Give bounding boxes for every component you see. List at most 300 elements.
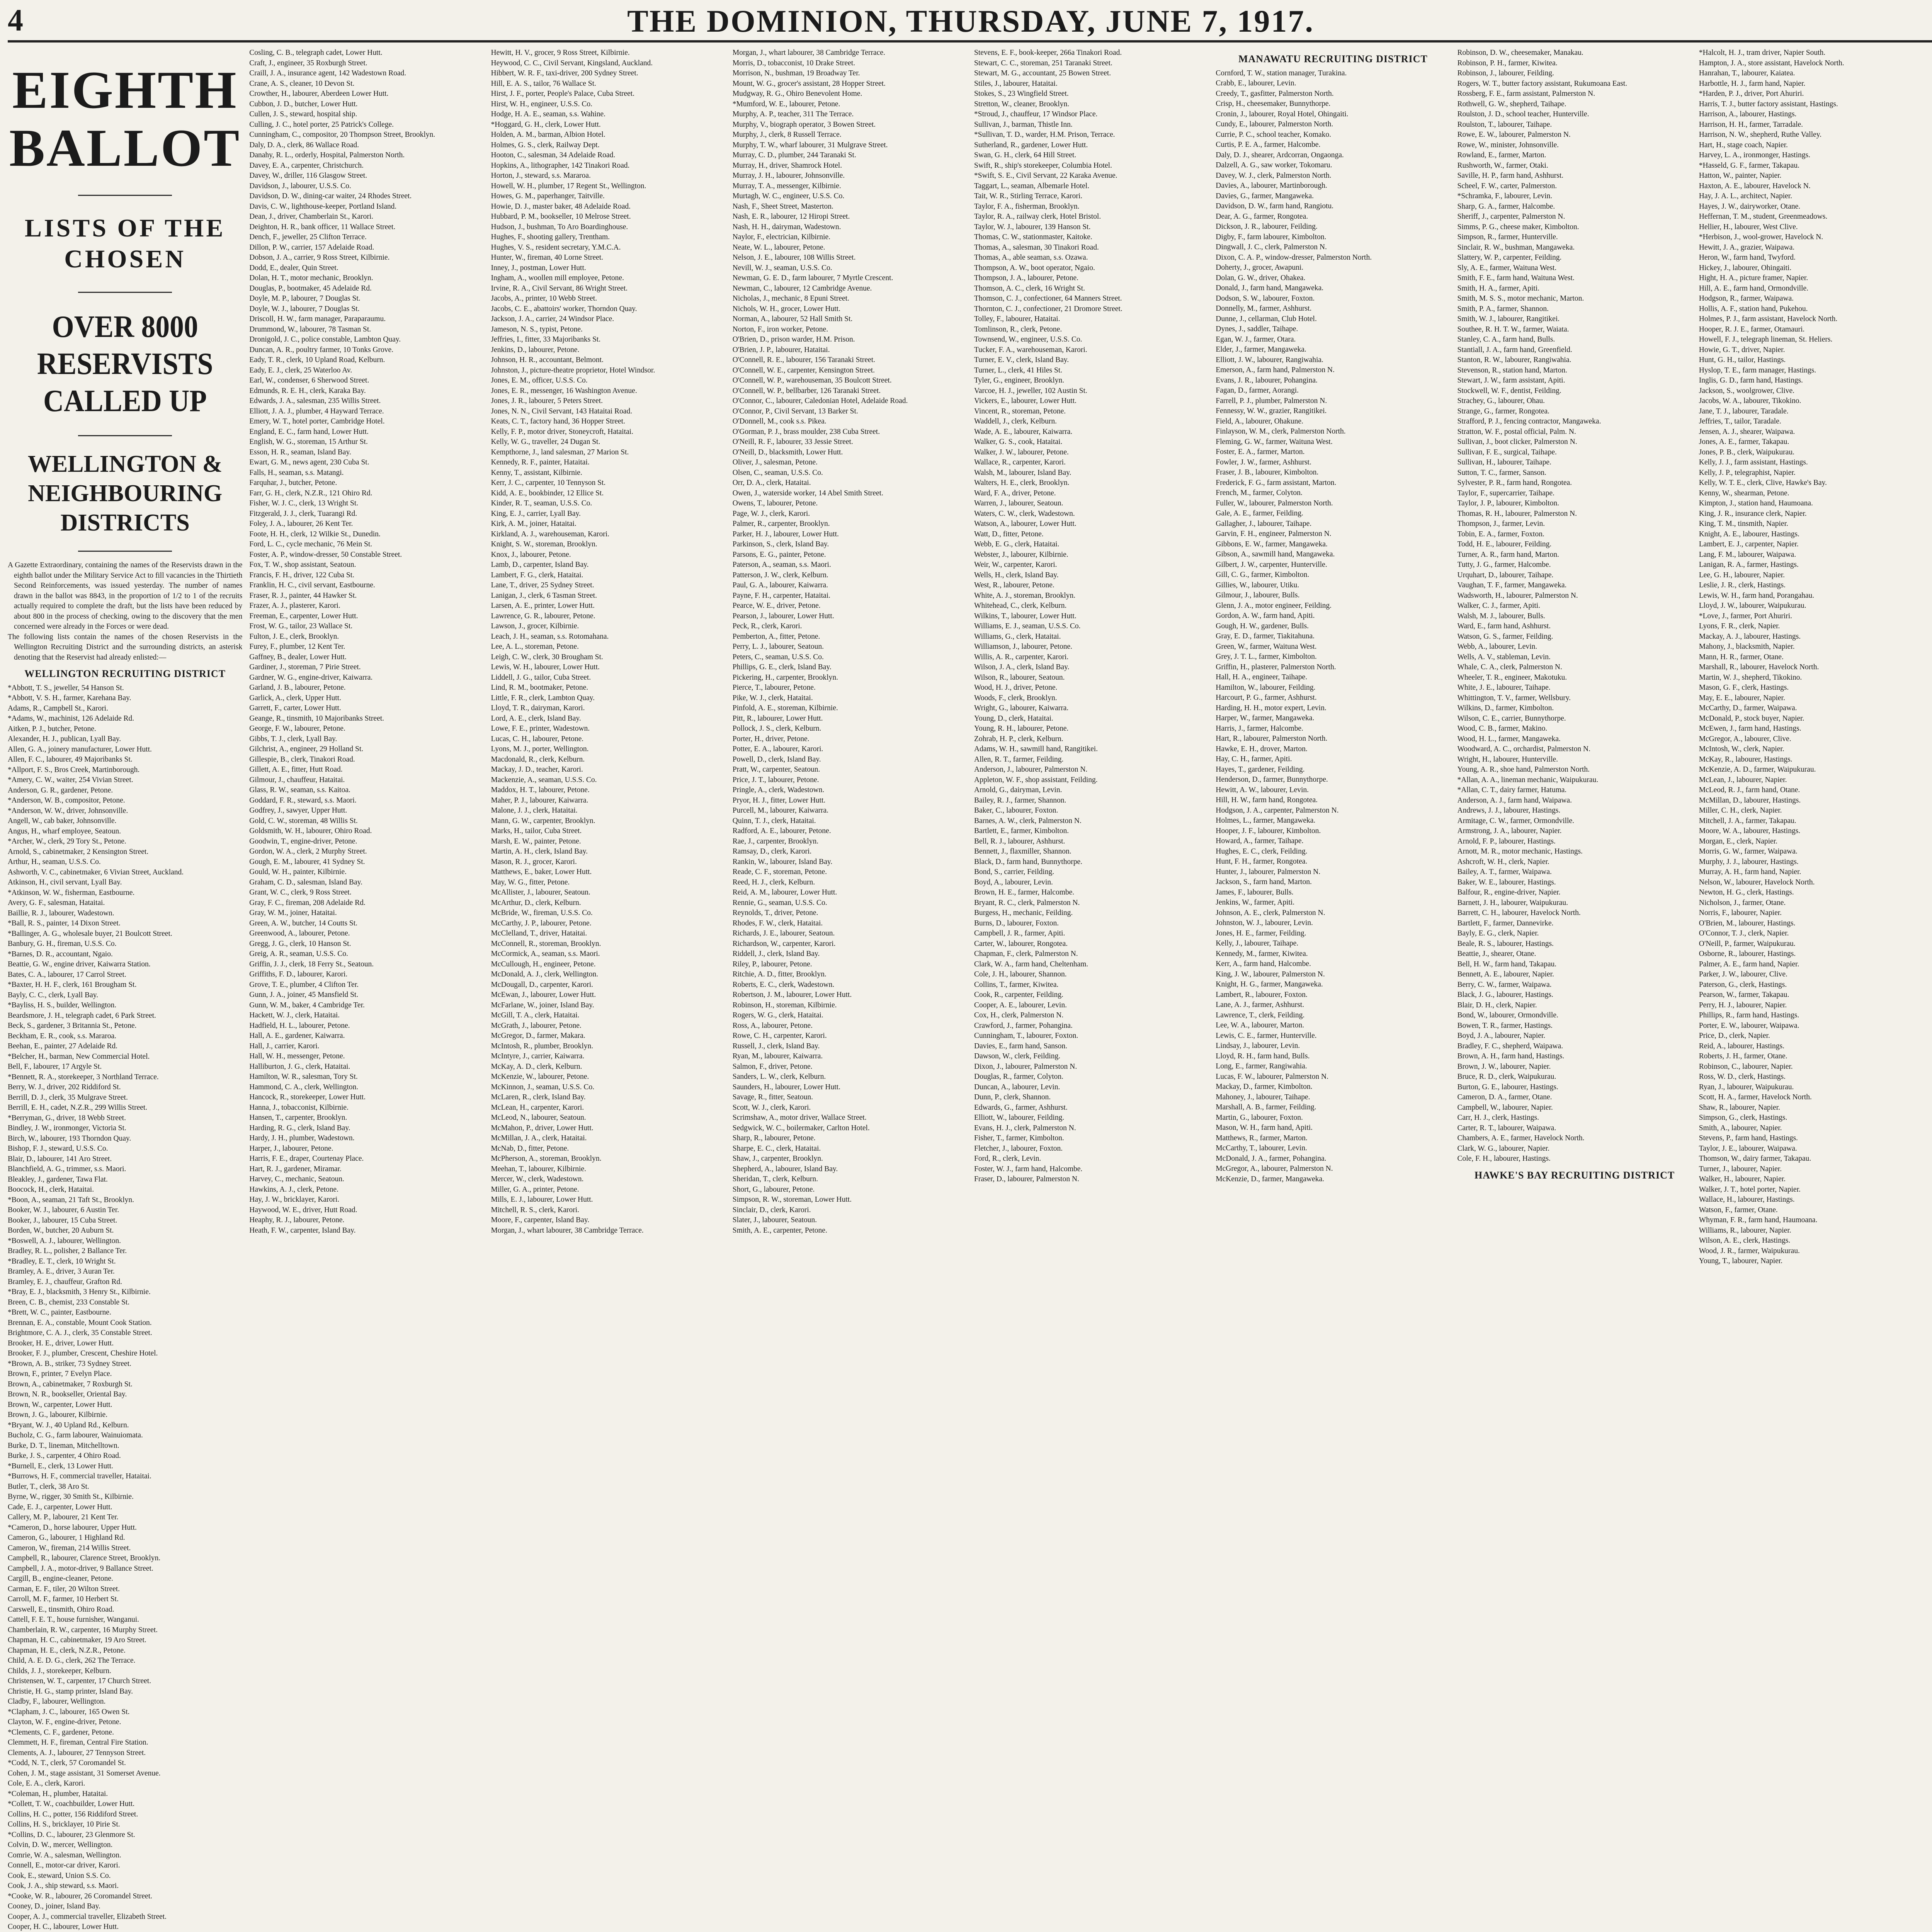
reservist-entry: Lloyd, R. H., farm hand, Bulls.	[1216, 1052, 1310, 1060]
reservist-entry: Gardner, W. G., engine-driver, Kaiwarra.	[249, 673, 373, 682]
reservist-entry: Cullen, J. S., steward, hospital ship.	[249, 110, 357, 118]
reservist-entry: Balfour, R., engine-driver, Napier.	[1457, 888, 1561, 896]
reservist-entry: *Anderson, W. B., compositor, Petone.	[8, 796, 125, 804]
reservist-entry: Murphy, J. J., labourer, Hastings.	[1699, 857, 1799, 866]
reservist-entry: Anderson, J., labourer, Palmerston N.	[974, 765, 1088, 774]
reservist-entry: Shaw, R., labourer, Napier.	[1699, 1103, 1780, 1112]
reservist-entry: *Hasseld, G. F., farmer, Takapau.	[1699, 161, 1799, 170]
reservist-entry: Grove, T. E., plumber, 4 Clifton Ter.	[249, 980, 359, 989]
reservist-entry: Chapman, H. C., cabinetmaker, 19 Aro Street.	[8, 1636, 146, 1644]
reservist-entry: Angus, H., wharf employee, Seatoun.	[8, 827, 121, 835]
reservist-entry: Lowe, F. E., printer, Wadestown.	[491, 724, 590, 733]
reservist-entry: O'Donnell, M., cook s.s. Pikea.	[732, 417, 827, 425]
reservist-entry: Waters, C. W., clerk, Wadestown.	[974, 509, 1075, 518]
reservist-entry: Radford, A. E., labourer, Petone.	[732, 827, 831, 835]
reservist-entry: Christie, H. G., stamp printer, Island Bay.	[8, 1687, 133, 1696]
reservist-entry: Kinder, R. T., seaman, U.S.S. Co.	[491, 499, 592, 507]
reservist-entry: Webb, E. G., clerk, Hataitai.	[974, 540, 1060, 548]
reservist-entry: Butler, T., clerk, 38 Aro St.	[8, 1482, 89, 1491]
column-7	[1458, 48, 1692, 1932]
reservist-entry: Childs, J. J., storekeeper, Kelburn.	[8, 1667, 111, 1675]
reservist-entry: Bradley, F. C., shepherd, Waipawa.	[1457, 1042, 1563, 1050]
reservist-entry: Robinson, C., labourer, Napier.	[1699, 1062, 1793, 1071]
reservist-entry: Cornford, T. W., station manager, Turakina.	[1216, 69, 1347, 77]
reservist-entry: Barnes, A. W., clerk, Palmerston N.	[974, 816, 1082, 825]
reservist-entry: Thornton, C. J., confectioner, 21 Dromore Street.	[974, 304, 1122, 313]
reservist-entry: McLean, J., labourer, Napier.	[1699, 776, 1787, 784]
reservist-entry: Haxton, A. E., labourer, Havelock N.	[1699, 182, 1811, 190]
reservist-entry: Purcell, M., labourer, Kaiwarra.	[732, 806, 829, 815]
reservist-entry: Miller, G. A., printer, Petone.	[491, 1185, 579, 1194]
reservist-entry: Smith, M. S. S., motor mechanic, Marton.	[1457, 294, 1584, 303]
reservist-entry: Crane, A. S., cleaner, 10 Devon St.	[249, 79, 355, 88]
reservist-entry: Jones, E. M., officer, U.S.S. Co.	[491, 376, 588, 384]
reservist-entry: Wood, C. B., farmer, Makino.	[1457, 724, 1548, 733]
reservist-entry: Potter, E. A., labourer, Karori.	[732, 745, 823, 753]
reservist-entry: Wheeler, T. R., engineer, Makotuku.	[1457, 673, 1567, 682]
reservist-entry: Inney, J., postman, Lower Hutt.	[491, 264, 586, 272]
reservist-entry: Thomson, W., dairy farmer, Takapau.	[1699, 1155, 1811, 1163]
reservist-entry: George, F. W., labourer, Petone.	[249, 724, 345, 733]
reservist-entry: Arnold, S., cabinetmaker, 2 Kensington Street.	[8, 847, 149, 856]
reservist-entry: Carman, E. F., tiler, 20 Wilton Street.	[8, 1585, 120, 1593]
reservist-entry: Ritchie, A. D., fitter, Brooklyn.	[732, 970, 827, 978]
divider	[78, 292, 172, 293]
reservist-entry: Driscoll, H. W., farm manager, Paraparaumu.	[249, 315, 386, 323]
reservist-entry: Reid, A. M., labourer, Lower Hutt.	[732, 888, 837, 896]
reservist-entry: Fraser, R. J., painter, 44 Hawker St.	[249, 591, 357, 600]
reservist-entry: Barnett, J. H., labourer, Waipukurau.	[1457, 898, 1568, 907]
reservist-entry: Campbell, J. A., motor-driver, 9 Ballance Street.	[8, 1564, 153, 1573]
reservist-entry: Cole, E. A., clerk, Karori.	[8, 1779, 85, 1787]
reservist-entry: *Belcher, H., barman, New Commercial Hotel.	[8, 1052, 150, 1061]
reservist-entry: Lambert, E. J., carpenter, Napier.	[1699, 540, 1799, 548]
reservist-entry: Henderson, D., farmer, Bunnythorpe.	[1216, 776, 1328, 784]
reservist-entry: Mahony, J., blacksmith, Napier.	[1699, 643, 1795, 651]
reservist-entry: Howes, G. M., paperhanger, Taitville.	[491, 192, 605, 200]
reservist-entry: Creedy, T., gasfitter, Palmerston North.	[1216, 89, 1334, 98]
reservist-entry: Clements, A. J., labourer, 27 Tennyson Street.	[8, 1748, 146, 1757]
name-list	[733, 48, 967, 1236]
reservist-entry: Bennett, A. E., labourer, Napier.	[1457, 970, 1554, 978]
reservist-entry: Lamb, D., carpenter, Island Bay.	[491, 561, 589, 569]
reservist-entry: Berry, W. J., driver, 202 Riddiford St.	[8, 1083, 121, 1091]
reservist-entry: Morgan, J., whart labourer, 38 Cambridge Terrace.	[732, 49, 885, 57]
reservist-entry: Morrison, N., bushman, 19 Broadway Ter.	[732, 69, 860, 77]
reservist-entry: Robertson, J. M., labourer, Lower Hutt.	[732, 991, 852, 999]
reservist-entry: *Bayliss, H. S., builder, Wellington.	[8, 1001, 117, 1009]
reservist-entry: Morgan, J., whart labourer, 38 Cambridge Terrace.	[491, 1226, 644, 1235]
reservist-entry: Donnelly, M., farmer, Ashhurst.	[1216, 304, 1312, 313]
reservist-entry: Cladby, F., labourer, Wellington.	[8, 1697, 106, 1706]
reservist-entry: Haywood, W. E., driver, Hutt Road.	[249, 1206, 357, 1214]
reservist-entry: Boyd, J. A., labourer, Napier.	[1457, 1032, 1546, 1040]
reservist-entry: McIntosh, W., clerk, Napier.	[1699, 745, 1784, 753]
reservist-entry: Ford, L. C., cycle mechanic, 76 Mein St.	[249, 540, 372, 548]
reservist-entry: Nelson, W., labourer, Havelock North.	[1699, 878, 1815, 886]
reservist-entry: Adams, W. H., sawmill hand, Rangitikei.	[974, 745, 1098, 753]
reservist-entry: Harris, T. J., butter factory assistant, Hastings.	[1699, 100, 1838, 108]
reservist-entry: Macdonald, R., clerk, Kelburn.	[491, 755, 585, 764]
reservist-entry: Rankin, W., labourer, Island Bay.	[732, 857, 833, 866]
reservist-entry: Kelly, W. G., traveller, 24 Dugan St.	[491, 438, 600, 446]
reservist-entry: Hadfield, H. L., labourer, Petone.	[249, 1021, 350, 1030]
reservist-entry: McClelland, T., driver, Hataitai.	[491, 929, 587, 937]
reservist-entry: Norton, F., iron worker, Petone.	[732, 325, 828, 333]
reservist-entry: Lucas, C. H., labourer, Petone.	[491, 735, 584, 743]
reservist-entry: Mackay, A. J., labourer, Hastings.	[1699, 632, 1801, 641]
district-heading-hawkes-bay: HAWKE'S BAY RECRUITING DISTRICT	[1475, 1169, 1675, 1181]
reservist-entry: Collins, H. C., potter, 156 Riddiford Street.	[8, 1810, 138, 1818]
reservist-entry: Gibson, A., sawmill hand, Mangaweka.	[1216, 550, 1335, 558]
reservist-entry: Carter, R. T., labourer, Waipawa.	[1457, 1124, 1556, 1132]
reservist-entry: Cooper, H. C., labourer, Lower Hutt.	[8, 1923, 119, 1931]
reservist-entry: Gilchrist, A., engineer, 29 Holland St.	[249, 745, 364, 753]
reservist-entry: Riley, P., labourer, Petone.	[732, 960, 812, 968]
reservist-entry: Thomas, R. H., labourer, Palmerston N.	[1457, 509, 1577, 518]
reservist-entry: Whittington, T. V., farmer, Wellsbury.	[1457, 694, 1571, 702]
reservist-entry: Sanders, L. W., clerk, Kelburn.	[732, 1073, 826, 1081]
reservist-entry: Frederick, F. G., farm assistant, Marton.	[1216, 478, 1337, 487]
reservist-entry: Lee, G. H., labourer, Napier.	[1699, 571, 1785, 579]
reservist-entry: Appleton, W. F., shop assistant, Feilding.	[974, 776, 1098, 784]
reservist-entry: Brown, J. W., labourer, Napier.	[1457, 1062, 1551, 1071]
reservist-entry: Chapman, H. E., clerk, N.Z.R., Petone.	[8, 1646, 126, 1655]
reservist-entry: Irvine, R. A., Civil Servant, 86 Wright Street.	[491, 284, 628, 293]
reservist-entry: Hay, C. H., farmer, Apiti.	[1216, 755, 1292, 763]
reservist-entry: O'Brien, M., labourer, Hastings.	[1699, 919, 1796, 927]
district-heading-wellington: WELLINGTON RECRUITING DISTRICT	[24, 668, 226, 679]
reservist-entry: Stantiall, J. A., farm hand, Greenfield.	[1457, 345, 1572, 354]
reservist-entry: McFarlane, W., joiner, Island Bay.	[491, 1001, 594, 1009]
reservist-entry: Chapman, F., clerk, Palmerston N.	[974, 950, 1078, 958]
reservist-entry: Nelson, J. E., labourer, 108 Willis Street.	[732, 253, 856, 262]
reservist-entry: Smith, A., labourer, Napier.	[1699, 1124, 1782, 1132]
reservist-entry: Hatton, W., painter, Napier.	[1699, 172, 1782, 180]
reservist-entry: Cosling, C. B., telegraph cadet, Lower Hutt.	[249, 49, 383, 57]
column-1	[8, 48, 242, 1932]
reservist-entry: Stanton, R. W., labourer, Rangiwahia.	[1457, 356, 1571, 364]
reservist-entry: McKay, R., labourer, Hastings.	[1699, 755, 1793, 764]
reservist-entry: Boyd, A., labourer, Levin.	[974, 878, 1053, 886]
reservist-entry: Russell, J., clerk, Island Bay.	[732, 1042, 820, 1050]
reservist-entry: Pollock, J. S., clerk, Kelburn.	[732, 724, 821, 733]
reservist-entry: Cox, H., clerk, Palmerston N.	[974, 1011, 1064, 1019]
reservist-entry: Tobin, E. A., farmer, Foxton.	[1457, 530, 1544, 538]
reservist-entry: Newman, C., labourer, 12 Cambridge Avenue.	[732, 284, 872, 293]
reservist-entry: Fagan, D., farmer, Aorangi.	[1216, 386, 1299, 395]
reservist-entry: Franklin, H. C., civil servant, Eastbourne.	[249, 581, 375, 589]
reservist-entry: Jeffries, I., fitter, 33 Majoribanks St.	[491, 335, 601, 344]
reservist-entry: *Sullivan, T. D., warder, H.M. Prison, Terrace.	[974, 131, 1115, 139]
reservist-entry: Stretton, W., cleaner, Brooklyn.	[974, 100, 1070, 108]
reservist-entry: Jackson, J. A., carrier, 24 Windsor Place.	[491, 315, 614, 323]
reservist-entry: Finlayson, W. M., clerk, Palmerston North.	[1216, 427, 1346, 435]
reservist-entry: Leigh, C. W., clerk, 30 Brougham St.	[491, 653, 603, 661]
reservist-entry: Hansen, T., carpenter, Brooklyn.	[249, 1114, 347, 1122]
reservist-entry: Wilson, R., labourer, Seatoun.	[974, 673, 1065, 682]
reservist-entry: Nash, H. H., dairyman, Wadestown.	[732, 223, 841, 231]
reservist-entry: Kelly, J., labourer, Taihape.	[1216, 939, 1299, 947]
reservist-entry: Kennedy, R. F., painter, Hataitai.	[491, 458, 590, 466]
reservist-entry: McGregor, D., farmer, Makara.	[491, 1032, 585, 1040]
reservist-entry: Cameron, D. A., farmer, Otane.	[1457, 1093, 1552, 1101]
reservist-entry: Sutton, T. C., farmer, Sanson.	[1457, 468, 1546, 477]
reservist-entry: Burns, D., labourer, Foxton.	[974, 919, 1059, 927]
reservist-entry: Price, D., clerk, Napier.	[1699, 1032, 1770, 1040]
reservist-entry: Baker, W. E., labourer, Hastings.	[1457, 878, 1556, 886]
reservist-entry: Hampton, J. A., store assistant, Havelock North.	[1699, 59, 1844, 67]
reservist-entry: Digby, F., farm labourer, Kimbolton.	[1216, 233, 1327, 241]
reservist-entry: Davey, W., driller, 116 Glasgow Street.	[249, 172, 367, 180]
reservist-entry: Eady, T. R., clerk, 10 Upland Road, Kelburn.	[249, 356, 385, 364]
reservist-entry: Arnold, G., dairyman, Levin.	[974, 786, 1062, 794]
reservist-entry: Blanchfield, A. G., trimmer, s.s. Maori.	[8, 1165, 126, 1173]
reservist-entry: Brown, F., printer, 7 Evelyn Place.	[8, 1370, 112, 1378]
reservist-entry: Watt, D., fitter, Petone.	[974, 530, 1044, 538]
reservist-entry: Swift, R., ship's storekeeper, Columbia Hotel.	[974, 161, 1112, 170]
reservist-entry: Nash, E. R., labourer, 12 Hiropi Street.	[732, 213, 850, 221]
reservist-entry: O'Connor, T. J., clerk, Napier.	[1699, 929, 1789, 937]
reservist-entry: Stevens, E. F., book-keeper, 266a Tinakori Road.	[974, 49, 1122, 57]
reservist-entry: Griffiths, F. D., labourer, Karori.	[249, 970, 348, 978]
reservist-entry: Dingwall, J. C., clerk, Palmerston N.	[1216, 243, 1327, 251]
reservist-entry: McDonald, J. A., farmer, Pohangina.	[1216, 1154, 1327, 1163]
reservist-entry: Sharp, R., labourer, Petone.	[732, 1134, 816, 1142]
reservist-entry: Cook, E., steward, Union S.S. Co.	[8, 1871, 111, 1880]
reservist-entry: *Swift, S. E., Civil Servant, 22 Karaka Avenue.	[974, 172, 1117, 180]
reservist-entry: Banbury, G. H., fireman, U.S.S. Co.	[8, 940, 117, 948]
reservist-entry: Francis, F. H., driver, 122 Cuba St.	[249, 571, 354, 579]
reservist-entry: Gray, E. D., farmer, Tiakitahuna.	[1216, 632, 1315, 640]
reservist-entry: Atkinson, H., civil servant, Lyall Bay.	[8, 878, 122, 886]
reservist-entry: Cole, F. H., labourer, Hastings.	[1457, 1155, 1551, 1163]
reservist-entry: Lawson, J., grocer, Kilbirnie.	[491, 622, 579, 630]
reservist-entry: Sly, A. E., farmer, Waituna West.	[1457, 264, 1557, 272]
reservist-entry: Farrell, P. J., plumber, Palmerston N.	[1216, 396, 1327, 405]
reservist-entry: O'Connor, P., Civil Servant, 13 Barker St.	[732, 407, 858, 415]
reservist-entry: Brown, N. R., bookseller, Oriental Bay.	[8, 1390, 127, 1398]
reservist-entry: Walsh, M., labourer, Island Bay.	[974, 468, 1071, 477]
reservist-entry: Chamberlain, R. W., carpenter, 16 Murphy Street.	[8, 1626, 158, 1634]
reservist-entry: Gough, H. W., gardener, Bulls.	[1216, 622, 1309, 630]
reservist-entry: Esson, H. R., seaman, Island Bay.	[249, 448, 351, 456]
reservist-entry: Hellier, H., labourer, West Clive.	[1699, 223, 1798, 231]
reservist-entry: Long, E., farmer, Rangiwahia.	[1216, 1062, 1307, 1070]
reservist-entry: Baillie, R. J., labourer, Wadestown.	[8, 909, 114, 917]
reservist-entry: Swan, G. H., clerk, 64 Hill Street.	[974, 151, 1077, 159]
reservist-entry: Young, D., clerk, Hataitai.	[974, 714, 1053, 723]
reservist-entry: Lambert, R., labourer, Foxton.	[1216, 990, 1308, 999]
reservist-entry: McMahon, P., driver, Lower Hutt.	[491, 1124, 594, 1132]
reservist-entry: Connell, E., motor-car driver, Karori.	[8, 1861, 120, 1869]
reservist-entry: Shepherd, A., labourer, Island Bay.	[732, 1165, 838, 1173]
reservist-entry: Cargill, B., engine-cleaner, Petone.	[8, 1575, 113, 1583]
reservist-entry: McAllister, J., labourer, Seatoun.	[491, 888, 590, 896]
reservist-entry: Hall, J., carrier, Karori.	[249, 1042, 320, 1050]
reservist-entry: Stanley, C. A., farm hand, Bulls.	[1457, 335, 1555, 344]
reservist-entry: Davidson, D. W., farm hand, Rangiotu.	[1216, 202, 1334, 210]
reservist-entry: Jeffries, T., tailor, Taradale.	[1699, 417, 1781, 425]
reservist-entry: Mackay, J. D., teacher, Karori.	[491, 765, 583, 774]
reservist-entry: Hodgson, J. A., carpenter, Palmerston N.	[1216, 806, 1339, 815]
reservist-entry: Beale, R. S., labourer, Hastings.	[1457, 939, 1554, 948]
reservist-entry: Rushworth, W., farmer, Otaki.	[1457, 161, 1548, 170]
reservist-entry: McCarthy, D., farmer, Waipawa.	[1699, 704, 1797, 712]
reservist-entry: Hibbert, W. R. F., taxi-driver, 200 Sydney Street.	[491, 69, 638, 77]
reservist-entry: *Cameron, D., horse labourer, Upper Hutt.	[8, 1523, 137, 1532]
name-list	[249, 48, 484, 1236]
reservist-entry: Howell, W. H., plumber, 17 Regent St., Wellington.	[491, 182, 646, 190]
reservist-entry: Kelly, J. P., telegraphist, Napier.	[1699, 468, 1796, 477]
column-2	[249, 48, 484, 1932]
reservist-entry: Lanigan, J., clerk, 6 Tasman Street.	[491, 591, 597, 600]
reservist-entry: Harrison, N. W., shepherd, Ruthe Valley.	[1699, 131, 1822, 139]
reservist-entry: Anderson, A. J., farm hand, Waipawa.	[1457, 796, 1572, 804]
reservist-entry: Walker, J. T., hotel porter, Napier.	[1699, 1185, 1801, 1194]
reservist-entry: Maddox, H. T., labourer, Petone.	[491, 786, 590, 794]
reservist-entry: Emery, W. T., hotel porter, Cambridge Hotel.	[249, 417, 385, 425]
name-list	[491, 48, 726, 1236]
reservist-entry: Owen, J., waterside worker, 14 Abel Smith Street.	[732, 489, 883, 497]
reservist-entry: Gunn, W. M., baker, 4 Cambridge Ter.	[249, 1001, 365, 1009]
reservist-entry: Ewart, G. M., news agent, 230 Cuba St.	[249, 458, 369, 466]
reservist-entry: Hyslop, T. E., farm manager, Hastings.	[1699, 366, 1816, 374]
reservist-entry: Black, J. G., labourer, Hastings.	[1457, 991, 1553, 999]
reservist-entry: Scott, H. A., farmer, Havelock North.	[1699, 1093, 1812, 1101]
reservist-entry: *Barnes, D. R., accountant, Ngaio.	[8, 950, 113, 958]
reservist-entry: Lee, W. A., labourer, Marton.	[1216, 1021, 1304, 1029]
reservist-entry: Murray, A. H., farm hand, Napier.	[1699, 868, 1801, 876]
reservist-entry: McKenzie, A. D., farmer, Waipukurau.	[1699, 765, 1816, 774]
reservist-entry: Fowler, J. W., farmer, Ashhurst.	[1216, 458, 1311, 466]
reservist-entry: Page, W. J., clerk, Karori.	[732, 509, 810, 518]
reservist-entry: Varcoe, H. J., jeweller, 102 Austin St.	[974, 386, 1087, 395]
reservist-entry: Strafford, P. J., fencing contractor, Mangaweka.	[1457, 417, 1601, 425]
reservist-entry: Fitzgerald, J. J., clerk, Tuarangi Rd.	[249, 509, 357, 518]
reservist-entry: Woodward, A. C., orchardist, Palmerston N.	[1457, 745, 1591, 753]
reservist-entry: Robinson, H., storeman, Kilbirnie.	[732, 1001, 837, 1009]
reservist-entry: Gillespie, B., clerk, Tinakori Road.	[249, 755, 355, 764]
reservist-entry: McGill, T. A., clerk, Hataitai.	[491, 1011, 580, 1019]
reservist-entry: Glenn, J. A., motor engineer, Feilding.	[1216, 601, 1332, 610]
reservist-entry: West, R., labourer, Petone.	[974, 581, 1054, 589]
reservist-entry: Donald, J., farm hand, Mangaweka.	[1216, 284, 1324, 292]
reservist-entry: Gray, W. M., joiner, Hataitai.	[249, 909, 337, 917]
reservist-entry: Wells, A. V., stableman, Levin.	[1457, 653, 1551, 661]
reservist-entry: Warren, J., labourer, Seatoun.	[974, 499, 1063, 507]
reservist-entry: Davies, G., farmer, Mangaweka.	[1216, 192, 1314, 200]
headline-reservists: OVER 8000 RESERVISTS CALLED UP	[37, 310, 213, 418]
reservist-entry: Walker, C. J., farmer, Apiti.	[1457, 602, 1541, 610]
reservist-entry: McArthur, D., clerk, Kelburn.	[491, 898, 581, 907]
reservist-entry: Murray, H., driver, Shamrock Hotel.	[732, 161, 842, 170]
reservist-entry: Saville, H. P., farm hand, Ashhurst.	[1457, 172, 1564, 180]
reservist-entry: *Amery, C. W., waiter, 254 Vivian Street.	[8, 776, 133, 784]
reservist-entry: Whitehead, C., clerk, Kelburn.	[974, 602, 1067, 610]
reservist-entry: *Berryman, G., driver, 18 Webb Street.	[8, 1114, 126, 1122]
reservist-entry: Deighton, H. R., bank officer, 11 Wallace Street.	[249, 223, 396, 231]
reservist-entry: Earl, W., condenser, 6 Sherwood Street.	[249, 376, 369, 384]
reservist-entry: Ford, R., clerk, Levin.	[974, 1155, 1041, 1163]
reservist-entry: Clemmett, H. F., fireman, Central Fire Station.	[8, 1738, 148, 1747]
reservist-entry: Cooney, D., joiner, Island Bay.	[8, 1902, 100, 1910]
reservist-entry: Fraser, J. B., labourer, Kimbolton.	[1216, 468, 1319, 476]
reservist-entry: Rennie, G., seaman, U.S.S. Co.	[732, 898, 827, 907]
reservist-entry: Booker, J., labourer, 15 Cuba Street.	[8, 1216, 117, 1225]
reservist-entry: Pearson, W., farmer, Takapau.	[1699, 991, 1789, 999]
reservist-entry: Clark, W. A., farm hand, Cheltenham.	[974, 960, 1088, 968]
reservist-entry: Craft, J., engineer, 35 Roxburgh Street.	[249, 59, 367, 67]
headline-lists-chosen: LISTS OF THE CHOSEN	[24, 214, 226, 273]
reservist-entry: Davies, A., labourer, Martinborough.	[1216, 182, 1327, 190]
reservist-entry: Ashworth, V. C., cabinetmaker, 6 Vivian Street, Auckland.	[8, 868, 184, 876]
reservist-entry: *Hoggard, G. H., clerk, Lower Hutt.	[491, 120, 601, 129]
reservist-entry: Rogers, W. T., butter factory assistant, Rukumoana East.	[1457, 79, 1628, 88]
reservist-entry: Gordon, W. A., clerk, 2 Murphy Street.	[249, 847, 367, 855]
reservist-entry: Horton, J., steward, s.s. Mararoa.	[491, 172, 591, 180]
reservist-entry: *Atkinson, W. W., fisherman, Eastbourne.	[8, 888, 135, 897]
reservist-entry: Daly, D. J., shearer, Ardcorran, Ongaonga.	[1216, 151, 1344, 159]
reservist-entry: Burke, J. S., carpenter, 4 Ohiro Road.	[8, 1452, 121, 1460]
reservist-entry: Harbottle, H. J., farm hand, Napier.	[1699, 79, 1806, 88]
reservist-entry: Murphy, V., biograph operator, 3 Bowen Street.	[732, 120, 876, 129]
reservist-entry: Arthur, H., seaman, U.S.S. Co.	[8, 858, 101, 866]
reservist-entry: Emerson, A., farm hand, Palmerston N.	[1216, 366, 1335, 374]
reservist-entry: Rowe, E. W., labourer, Palmerston N.	[1457, 131, 1571, 139]
reservist-entry: Harding, R. G., clerk, Island Bay.	[249, 1124, 350, 1132]
reservist-entry: Strange, G., farmer, Rongotea.	[1457, 407, 1550, 415]
reservist-entry: Shaw, J., carpenter, Brooklyn.	[732, 1155, 823, 1163]
reservist-entry: Porter, E. W., labourer, Waipawa.	[1699, 1021, 1799, 1030]
reservist-entry: *Stroud, J., chauffeur, 17 Windsor Place.	[974, 110, 1098, 118]
reservist-entry: Farquhar, J., butcher, Petone.	[249, 479, 337, 487]
reservist-entry: Matthews, E., baker, Lower Hutt.	[491, 868, 592, 876]
reservist-entry: Chambers, A. E., farmer, Havelock North.	[1457, 1134, 1585, 1142]
reservist-entry: Pinfold, A. E., storeman, Kilbirnie.	[732, 704, 838, 712]
reservist-entry: Dronigold, J. C., police constable, Lambton Quay.	[249, 335, 401, 344]
reservist-entry: Marsh, E. W., painter, Petone.	[491, 837, 581, 845]
reservist-entry: Cameron, W., fireman, 214 Willis Street.	[8, 1544, 131, 1552]
reservist-entry: Johnson, A. E., clerk, Palmerston N.	[1216, 908, 1325, 917]
reservist-entry: Dean, J., driver, Chamberlain St., Karori.	[249, 213, 374, 221]
reservist-entry: Ryan, J., labourer, Waipukurau.	[1699, 1083, 1794, 1091]
reservist-entry: Mahoney, J., labourer, Taihape.	[1216, 1093, 1310, 1101]
reservist-entry: Scott, W. J., clerk, Karori.	[732, 1103, 811, 1112]
reservist-entry: Scheel, F. W., carter, Palmerston.	[1457, 182, 1557, 190]
reservist-entry: Hight, H. A., picture framer, Napier.	[1699, 274, 1808, 282]
reservist-entry: Harcourt, P. G., farmer, Ashhurst.	[1216, 694, 1317, 702]
reservist-entry: *Abbott, T. S., jeweller, 54 Hanson St.	[8, 684, 124, 692]
reservist-entry: Foley, J. A., labourer, 26 Kent Ter.	[249, 520, 353, 528]
article-columns	[8, 48, 1932, 1932]
reservist-entry: Martin, W. J., shepherd, Tikokino.	[1699, 673, 1802, 682]
reservist-entry: Parkinson, S., clerk, Island Bay.	[732, 540, 829, 548]
reservist-entry: Bell, R. J., labourer, Ashhurst.	[974, 837, 1065, 845]
reservist-entry: Lyons, M. J., porter, Wellington.	[491, 745, 589, 753]
reservist-entry: Sutherland, R., gardener, Lower Hutt.	[974, 141, 1088, 149]
reservist-entry: Drummond, W., labourer, 78 Tasman St.	[249, 325, 371, 333]
reservist-entry: Howie, D. J., master baker, 48 Adelaide Road.	[491, 202, 631, 211]
reservist-entry: Andrews, J. J., labourer, Hastings.	[1457, 806, 1561, 815]
reservist-entry: Smith, W. J., labourer, Rangitikei.	[1457, 315, 1560, 323]
reservist-entry: Bramley, E. J., chauffeur, Grafton Rd.	[8, 1277, 122, 1286]
reservist-entry: Mason, G. F., clerk, Hastings.	[1699, 684, 1789, 692]
reservist-entry: Gordon, A. W., farm hand, Apiti.	[1216, 612, 1315, 620]
reservist-entry: Kirk, A. M., joiner, Hataitai.	[491, 520, 577, 528]
reservist-entry: Watson, A., labourer, Lower Hutt.	[974, 520, 1077, 528]
reservist-entry: Dillon, P. W., carrier, 157 Adelaide Road.	[249, 243, 374, 252]
